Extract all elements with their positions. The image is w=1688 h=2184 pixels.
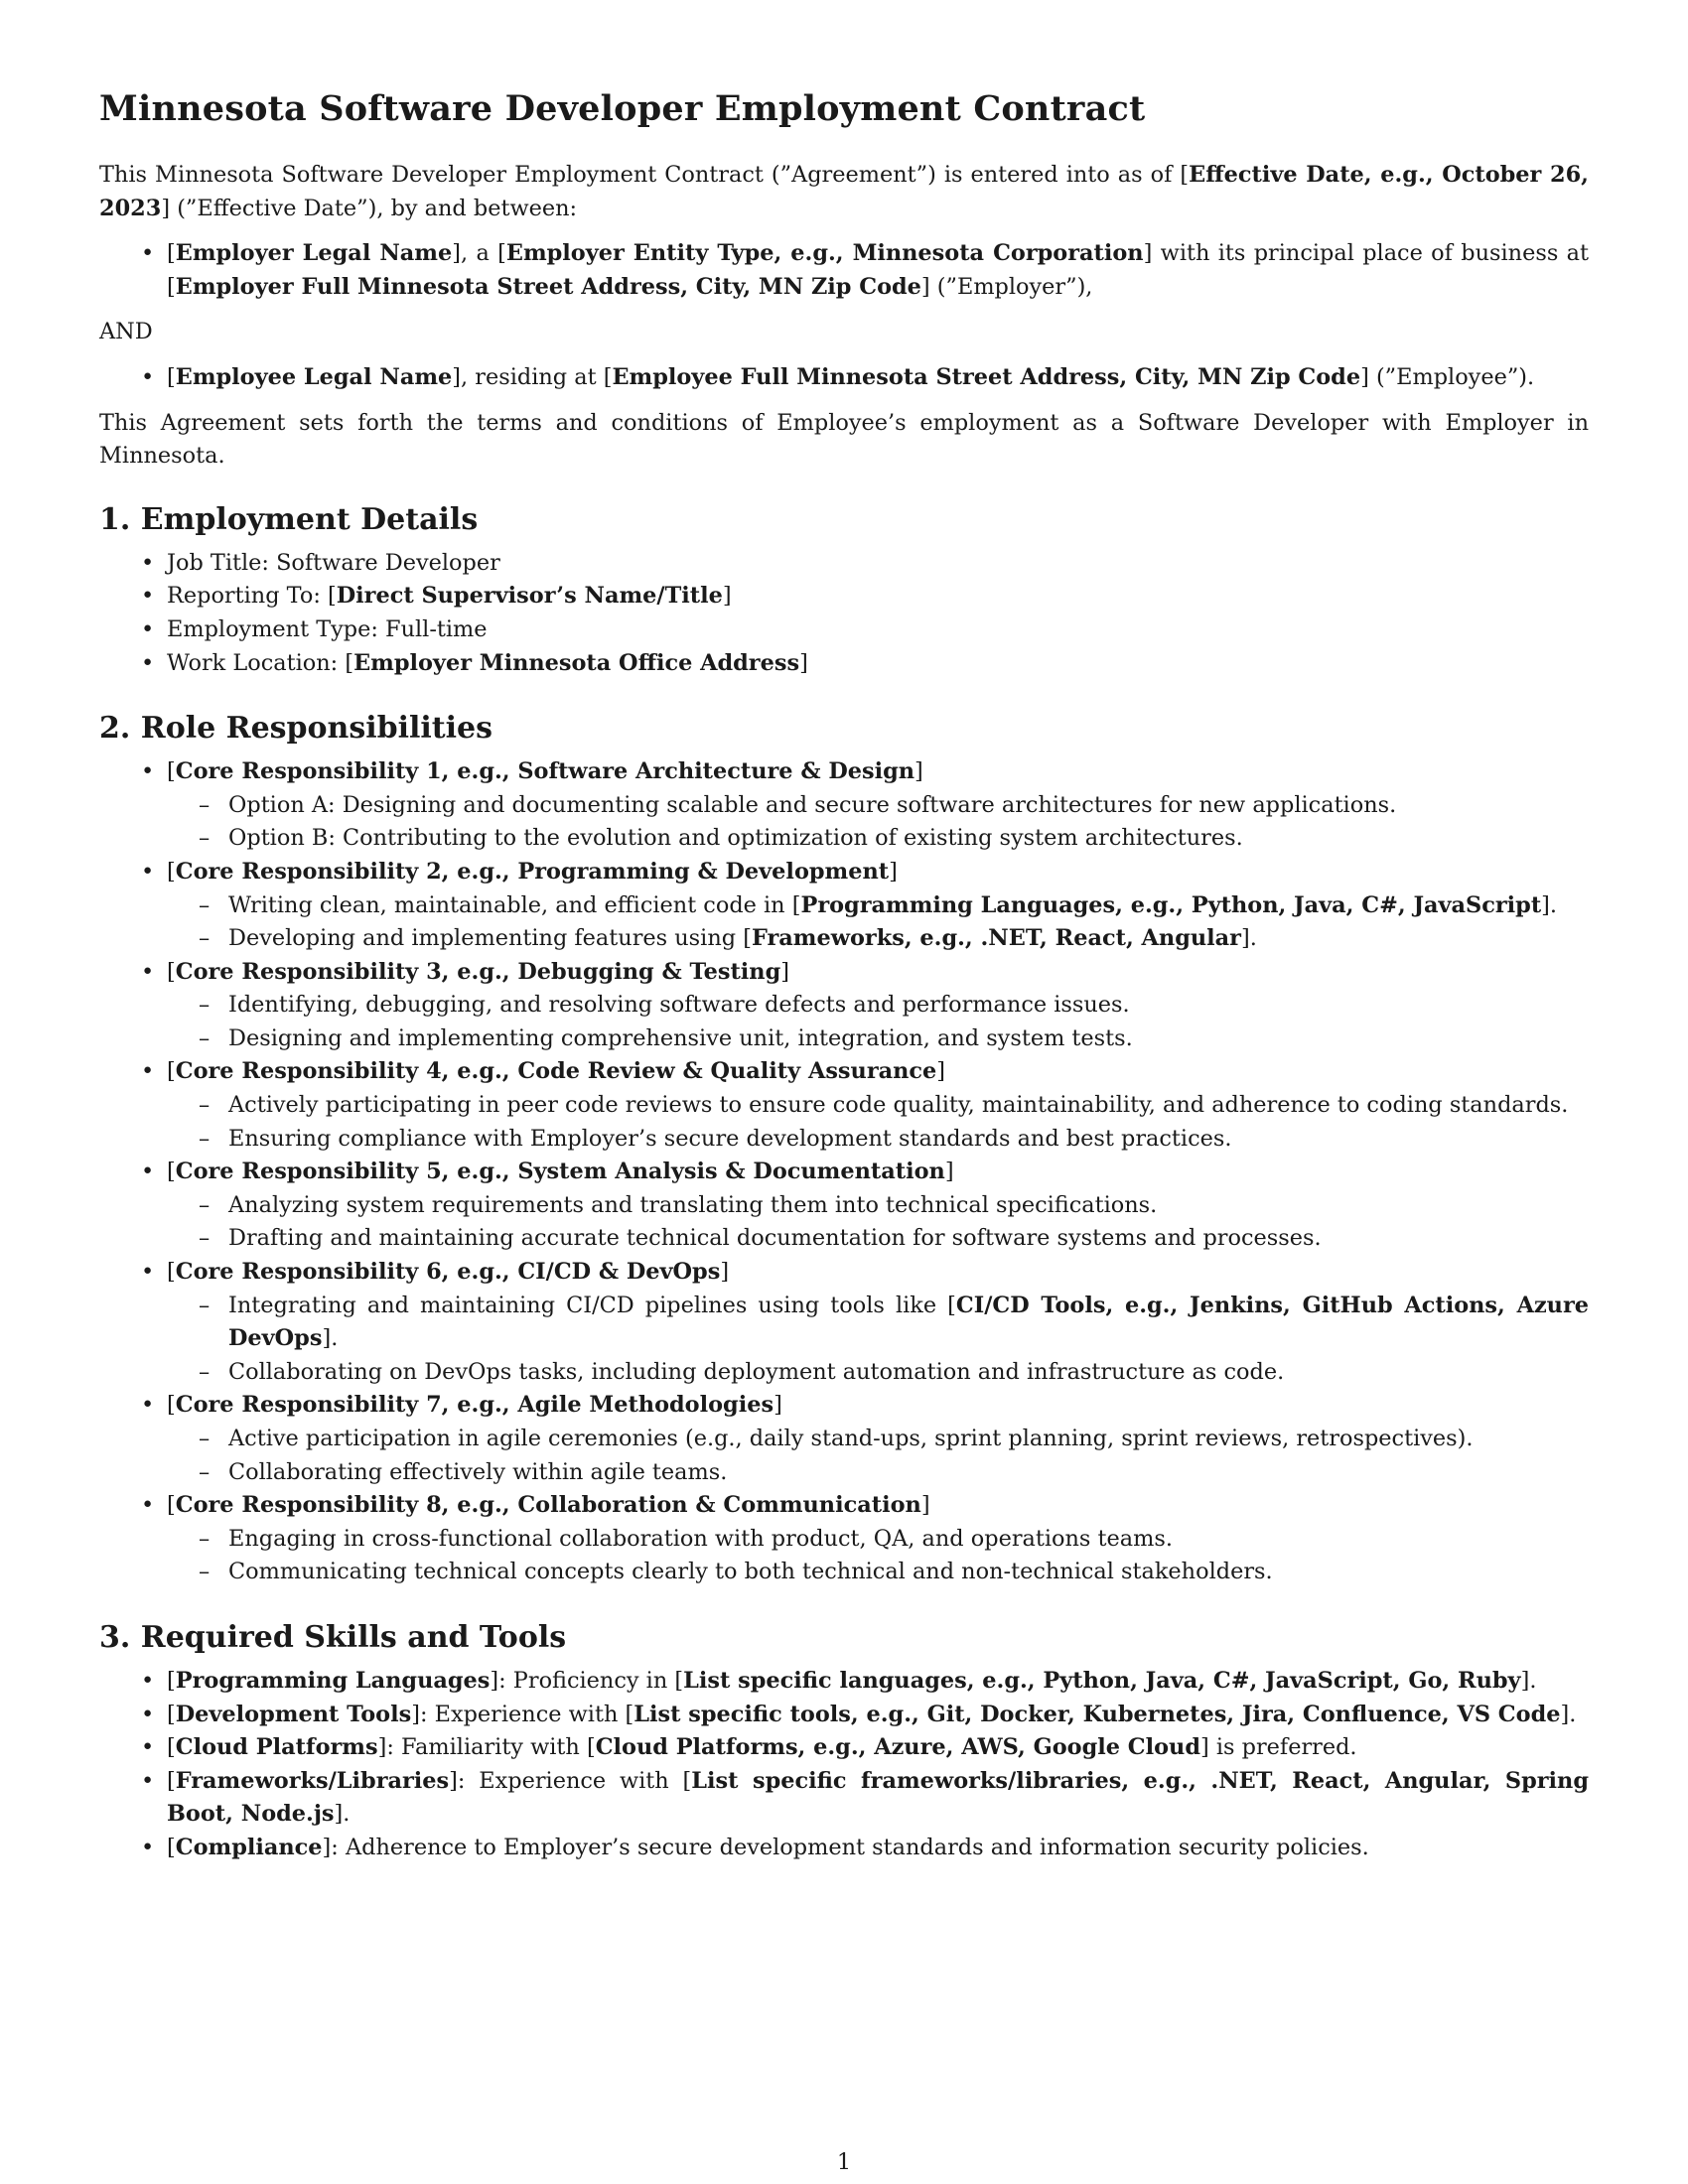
responsibility-title: Core Responsibility 7, e.g., Agile Methodologies	[175, 1392, 774, 1419]
responsibility-subitem: – Communicating technical concepts clearly to both technical and non-technical stakeholders.	[228, 1556, 1589, 1589]
section-2-heading: 2. Role Responsibilities	[99, 711, 493, 747]
responsibility-subitem: – Developing and implementing features using [Frameworks, e.g., .NET, React, Angular].	[228, 922, 1589, 956]
employer-name-placeholder: Employer Legal Name	[175, 240, 453, 267]
skill-value-placeholder: List specific frameworks/libraries, e.g., .NET, React, Angular, Spring Boot, Node.js	[167, 1767, 1589, 1828]
frameworks-placeholder: Frameworks, e.g., .NET, React, Angular	[751, 925, 1241, 952]
skill-text-end: .	[1569, 1701, 1577, 1727]
responsibility-subitem: – Engaging in cross-functional collaboration with product, QA, and operations teams.	[228, 1523, 1589, 1557]
subitem-text: Integrating and maintaining CI/CD pipelines using tools like	[228, 1292, 948, 1318]
responsibility-title: Core Responsibility 1, e.g., Software Architecture & Design	[175, 758, 915, 785]
subitem-text: Developing and implementing features using	[228, 925, 744, 952]
employment-details-list	[99, 547, 1589, 680]
skill-item: • [Compliance]: Adherence to Employer’s secure development standards and information security policies.	[167, 1832, 1589, 1865]
skill-value-placeholder: List specific tools, e.g., Git, Docker, Kubernetes, Jira, Confluence, VS Code	[633, 1701, 1561, 1727]
employee-address-placeholder: Employee Full Minnesota Street Address, City, MN Zip Code	[612, 363, 1361, 390]
employer-address-placeholder: Employer Full Minnesota Street Address, City, MN Zip Code	[175, 273, 921, 300]
employee-party: • [Employee Legal Name], residing at [Employee Full Minnesota Street Address, City, MN Zip Code] (”Employee”).	[167, 361, 1589, 395]
skill-item: • [Development Tools]: Experience with [List specific tools, e.g., Git, Docker, Kubernetes, Jira, Confluence, VS Code].	[167, 1699, 1589, 1732]
responsibility-sublist	[167, 1290, 1589, 1390]
skill-text-end: is preferred.	[1208, 1734, 1357, 1761]
reporting-to-item: • Reporting To: [Direct Supervisor’s Name/Title]	[167, 580, 1589, 614]
responsibility-subitem: – Collaborating effectively within agile teams.	[228, 1456, 1589, 1490]
intro-paragraph: This Minnesota Software Developer Employment Contract (”Agreement”) is entered into as of [Effective Date, e.g., October 26, 2023] (”Effective Date”), by and between:	[99, 162, 1589, 221]
responsibility-item: • [Core Responsibility 8, e.g., Collaboration & Communication] – Engaging in cross-functional collaboration with product, QA, and operations teams. – Communicating technical concepts clearly to both technical and non-technical stakeholders.	[167, 1489, 1589, 1589]
skill-text-end: .	[343, 1801, 351, 1828]
section-3-heading: 3. Required Skills and Tools	[99, 1619, 567, 1655]
responsibility-sublist	[167, 1189, 1589, 1256]
supervisor-placeholder: Direct Supervisor’s Name/Title	[336, 583, 723, 610]
subitem-text-end: .	[1549, 891, 1558, 918]
responsibility-subitem: – Option A: Designing and documenting scalable and secure software architectures for new applications.	[228, 789, 1589, 823]
responsibility-subitem: – Ensuring compliance with Employer’s secure development standards and best practices.	[228, 1123, 1589, 1157]
skill-text: : Proficiency in	[498, 1667, 675, 1694]
employee-name-placeholder: Employee Legal Name	[175, 363, 453, 390]
responsibility-subitem: – Identifying, debugging, and resolving software defects and performance issues.	[228, 989, 1589, 1023]
responsibility-title: Core Responsibility 2, e.g., Programming & Development	[175, 858, 890, 885]
skills-list	[99, 1665, 1589, 1865]
document-page	[99, 87, 1589, 1865]
responsibility-item: • [Core Responsibility 2, e.g., Programming & Development] – Writing clean, maintainable, and efficient code in [Programming Languages, e.g., Python, Java, C#, JavaScript]. – Developing and implementing features using [Frameworks, e.g., .NET, React, Angular].	[167, 856, 1589, 956]
subitem-text: Writing clean, maintainable, and efficient code in	[228, 891, 792, 918]
responsibility-title: Core Responsibility 5, e.g., System Analysis & Documentation	[175, 1159, 945, 1185]
responsibility-subitem: – Actively participating in peer code reviews to ensure code quality, maintainability, and adherence to coding standards.	[228, 1089, 1589, 1123]
responsibility-sublist	[167, 1423, 1589, 1489]
responsibility-sublist	[167, 889, 1589, 956]
party-list-employee	[99, 361, 1589, 395]
location-label: Work Location:	[167, 649, 346, 676]
skill-value-placeholder: Cloud Platforms, e.g., Azure, AWS, Google Cloud	[595, 1734, 1200, 1761]
responsibility-title: Core Responsibility 8, e.g., Collaboration & Communication	[175, 1492, 921, 1519]
skill-text-end: .	[1529, 1667, 1537, 1694]
responsibility-subitem: – Active participation in agile ceremonies (e.g., daily stand-ups, sprint planning, sprint reviews, retrospectives).	[228, 1423, 1589, 1456]
employee-text-1: , residing at	[461, 363, 604, 390]
responsibility-item: • [Core Responsibility 1, e.g., Software Architecture & Design] – Option A: Designing and documenting scalable and secure software architectures for new applications. – Option B: Contributing to the evolution and optimization of existing system architectures.	[167, 755, 1589, 856]
reporting-label: Reporting To:	[167, 583, 328, 610]
effective-date-placeholder: Effective Date, e.g., October 26, 2023	[99, 162, 1589, 221]
intro-text-end: (”Effective Date”), by and between:	[170, 195, 578, 221]
responsibility-item: • [Core Responsibility 3, e.g., Debugging & Testing] – Identifying, debugging, and resolving software defects and performance issues. – Designing and implementing comprehensive unit, integration, and system tests.	[167, 956, 1589, 1056]
and-separator: AND	[99, 319, 153, 345]
responsibility-title: Core Responsibility 6, e.g., CI/CD & DevOps	[175, 1259, 721, 1286]
responsibility-sublist	[167, 1089, 1589, 1156]
subitem-text-end: .	[1249, 925, 1257, 952]
responsibility-item: • [Core Responsibility 5, e.g., System Analysis & Documentation] – Analyzing system requirements and translating them into technical specifications. – Drafting and maintaining accurate technical documentation for software systems and processes.	[167, 1156, 1589, 1256]
party-list-employer	[99, 237, 1589, 304]
employer-text-2: with its principal place of business at	[1152, 240, 1590, 267]
responsibility-sublist	[167, 789, 1589, 856]
responsibility-sublist	[167, 989, 1589, 1055]
employer-text-1: , a	[461, 240, 498, 267]
subitem-text-end: .	[331, 1325, 339, 1352]
responsibility-subitem: – Analyzing system requirements and translating them into technical specifications.	[228, 1189, 1589, 1223]
responsibility-subitem: – Integrating and maintaining CI/CD pipelines using tools like [CI/CD Tools, e.g., Jenkins, GitHub Actions, Azure DevOps].	[228, 1290, 1589, 1356]
employment-type-item: • Employment Type: Full-time	[167, 614, 1589, 647]
responsibility-subitem: – Option B: Contributing to the evolution and optimization of existing system architectures.	[228, 822, 1589, 856]
job-title-item: • Job Title: Software Developer	[167, 547, 1589, 581]
employer-party: • [Employer Legal Name], a [Employer Entity Type, e.g., Minnesota Corporation] with its principal place of business at [Employer Full Minnesota Street Address, City, MN Zip Code] (”Employer”),	[167, 237, 1589, 304]
work-location-item: • Work Location: [Employer Minnesota Office Address]	[167, 647, 1589, 681]
skill-text: : Experience with	[419, 1701, 626, 1727]
responsibility-subitem: – Collaborating on DevOps tasks, including deployment automation and infrastructure as code.	[228, 1356, 1589, 1390]
responsibility-subitem: – Drafting and maintaining accurate technical documentation for software systems and processes.	[228, 1222, 1589, 1256]
skill-item: • [Frameworks/Libraries]: Experience with [List specific frameworks/libraries, e.g., .NET, React, Angular, Spring Boot, Node.js].	[167, 1765, 1589, 1832]
responsibility-title: Core Responsibility 4, e.g., Code Review & Quality Assurance	[175, 1058, 937, 1085]
responsibility-subitem: – Writing clean, maintainable, and efficient code in [Programming Languages, e.g., Python, Java, C#, JavaScript].	[228, 889, 1589, 923]
skill-value-placeholder: List specific languages, e.g., Python, Java, C#, JavaScript, Go, Ruby	[683, 1667, 1521, 1694]
document-title: Minnesota Software Developer Employment Contract	[99, 88, 1146, 129]
languages-placeholder: Programming Languages, e.g., Python, Java, C#, JavaScript	[800, 891, 1542, 918]
skill-label: Programming Languages	[175, 1667, 491, 1694]
skill-label: Development Tools	[175, 1701, 412, 1727]
responsibility-subitem: – Designing and implementing comprehensive unit, integration, and system tests.	[228, 1023, 1589, 1056]
responsibility-title: Core Responsibility 3, e.g., Debugging & Testing	[175, 958, 781, 985]
skill-label: Compliance	[175, 1834, 323, 1860]
skill-text: : Familiarity with	[386, 1734, 587, 1761]
responsibilities-list	[99, 755, 1589, 1589]
responsibility-item: • [Core Responsibility 4, e.g., Code Review & Quality Assurance] – Actively participating in peer code reviews to ensure code quality, maintainability, and adherence to coding standards. – Ensuring compliance with Employer’s secure development standards and best practices.	[167, 1055, 1589, 1156]
responsibility-item: • [Core Responsibility 7, e.g., Agile Methodologies] – Active participation in agile ceremonies (e.g., daily stand-ups, sprint planning, sprint reviews, retrospectives). – Collaborating effectively within agile teams.	[167, 1389, 1589, 1489]
responsibility-item: • [Core Responsibility 6, e.g., CI/CD & DevOps] – Integrating and maintaining CI/CD pipelines using tools like [CI/CD Tools, e.g., Jenkins, GitHub Actions, Azure DevOps]. – Collaborating on DevOps tasks, including deployment automation and infrastructure as code.	[167, 1256, 1589, 1389]
intro-text: This Minnesota Software Developer Employment Contract (”Agreement”) is entered into as of	[99, 162, 1181, 188]
employer-entity-placeholder: Employer Entity Type, e.g., Minnesota Corporation	[505, 240, 1144, 267]
employee-text-2: (”Employee”).	[1368, 363, 1535, 390]
skill-label: Frameworks/Libraries	[175, 1767, 450, 1794]
skill-item: • [Cloud Platforms]: Familiarity with [Cloud Platforms, e.g., Azure, AWS, Google Cloud] is preferred.	[167, 1731, 1589, 1765]
section-1-heading: 1. Employment Details	[99, 501, 479, 537]
skill-text: : Adherence to Employer’s secure development standards and information security policies.	[331, 1834, 1369, 1860]
skill-text: : Experience with	[457, 1767, 683, 1794]
purpose-paragraph: This Agreement sets forth the terms and conditions of Employee’s employment as a Software Developer with Employer in Minnesota.	[99, 409, 1589, 470]
page-number: 1	[836, 2149, 852, 2175]
responsibility-sublist	[167, 1523, 1589, 1589]
skill-item: • [Programming Languages]: Proficiency in [List specific languages, e.g., Python, Java, C#, JavaScript, Go, Ruby].	[167, 1665, 1589, 1699]
office-address-placeholder: Employer Minnesota Office Address	[353, 649, 800, 676]
skill-label: Cloud Platforms	[175, 1734, 378, 1761]
cicd-tools-placeholder: CI/CD Tools, e.g., Jenkins, GitHub Actions, Azure DevOps	[228, 1292, 1589, 1352]
employer-text-3: (”Employer”),	[929, 273, 1093, 300]
